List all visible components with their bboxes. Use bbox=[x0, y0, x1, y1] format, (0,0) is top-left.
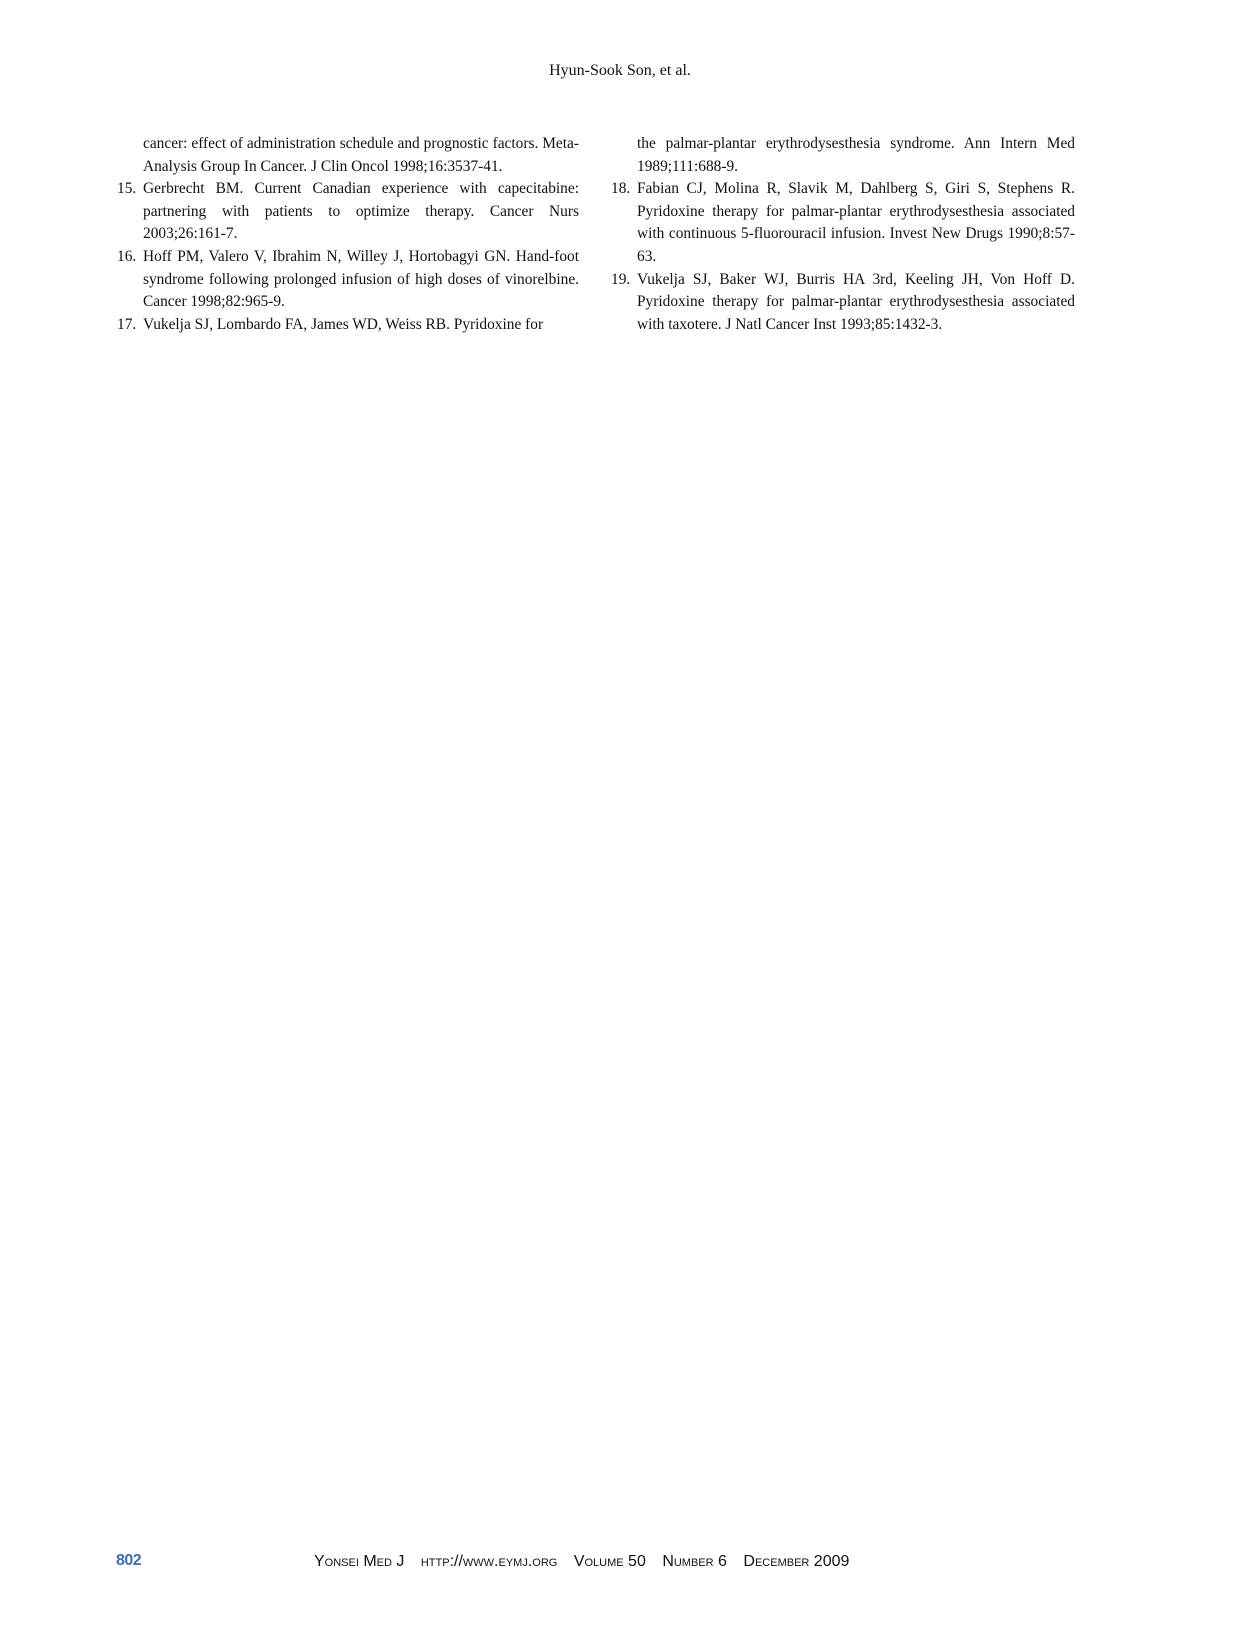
journal-volume: Volume 50 bbox=[573, 1553, 646, 1570]
reference-number: 15. bbox=[117, 180, 137, 198]
references-left-column bbox=[117, 133, 579, 336]
reference-item bbox=[117, 314, 579, 337]
reference-number: 19. bbox=[611, 270, 631, 288]
journal-name: Yonsei Med J bbox=[314, 1553, 405, 1570]
journal-url: http://www.eymj.org bbox=[420, 1553, 558, 1570]
journal-number: Number 6 bbox=[662, 1553, 727, 1570]
reference-item bbox=[611, 269, 1075, 337]
reference-continuation: cancer: effect of administration schedule and prognostic factors. Meta-Analysis Group In Cancer. J Clin Oncol 1998;16:3537-41. bbox=[143, 135, 579, 175]
reference-text: Gerbrecht BM. Current Canadian experience with capecitabine: partnering with patients to optimize therapy. Cancer Nurs 2003;26:161-7. bbox=[143, 180, 579, 243]
reference-item bbox=[117, 178, 579, 246]
reference-number: 17. bbox=[117, 315, 137, 333]
page-footer bbox=[0, 1552, 1240, 1576]
reference-item bbox=[611, 178, 1075, 268]
reference-number: 18. bbox=[611, 180, 631, 198]
page-number: 802 bbox=[116, 1552, 142, 1569]
reference-text: Vukelja SJ, Baker WJ, Burris HA 3rd, Keeling JH, Von Hoff D. Pyridoxine therapy for palmar-plantar erythrodysesthesia associated with taxotere. J Natl Cancer Inst 1993;85:1432-3. bbox=[637, 270, 1075, 333]
reference-number: 16. bbox=[117, 247, 137, 265]
journal-citation-line bbox=[314, 1553, 861, 1571]
references-right-column bbox=[611, 133, 1075, 336]
running-head: Hyun-Sook Son, et al. bbox=[549, 62, 691, 79]
reference-text: Hoff PM, Valero V, Ibrahim N, Willey J, Hortobagyi GN. Hand-foot syndrome following prolonged infusion of high doses of vinorelbine. Cancer 1998;82:965-9. bbox=[143, 247, 579, 311]
reference-item bbox=[117, 246, 579, 314]
journal-date: December 2009 bbox=[743, 1553, 850, 1570]
reference-text: Vukelja SJ, Lombardo FA, James WD, Weiss RB. Pyridoxine for bbox=[143, 315, 544, 333]
reference-continuation: the palmar-plantar erythrodysesthesia syndrome. Ann Intern Med 1989;111:688-9. bbox=[637, 135, 1075, 175]
reference-text: Fabian CJ, Molina R, Slavik M, Dahlberg S, Giri S, Stephens R. Pyridoxine therapy for palmar-plantar erythrodysesthesia associated with continuous 5-fluorouracil infusion. Invest New Drugs 1990;8:57-63. bbox=[637, 180, 1075, 265]
